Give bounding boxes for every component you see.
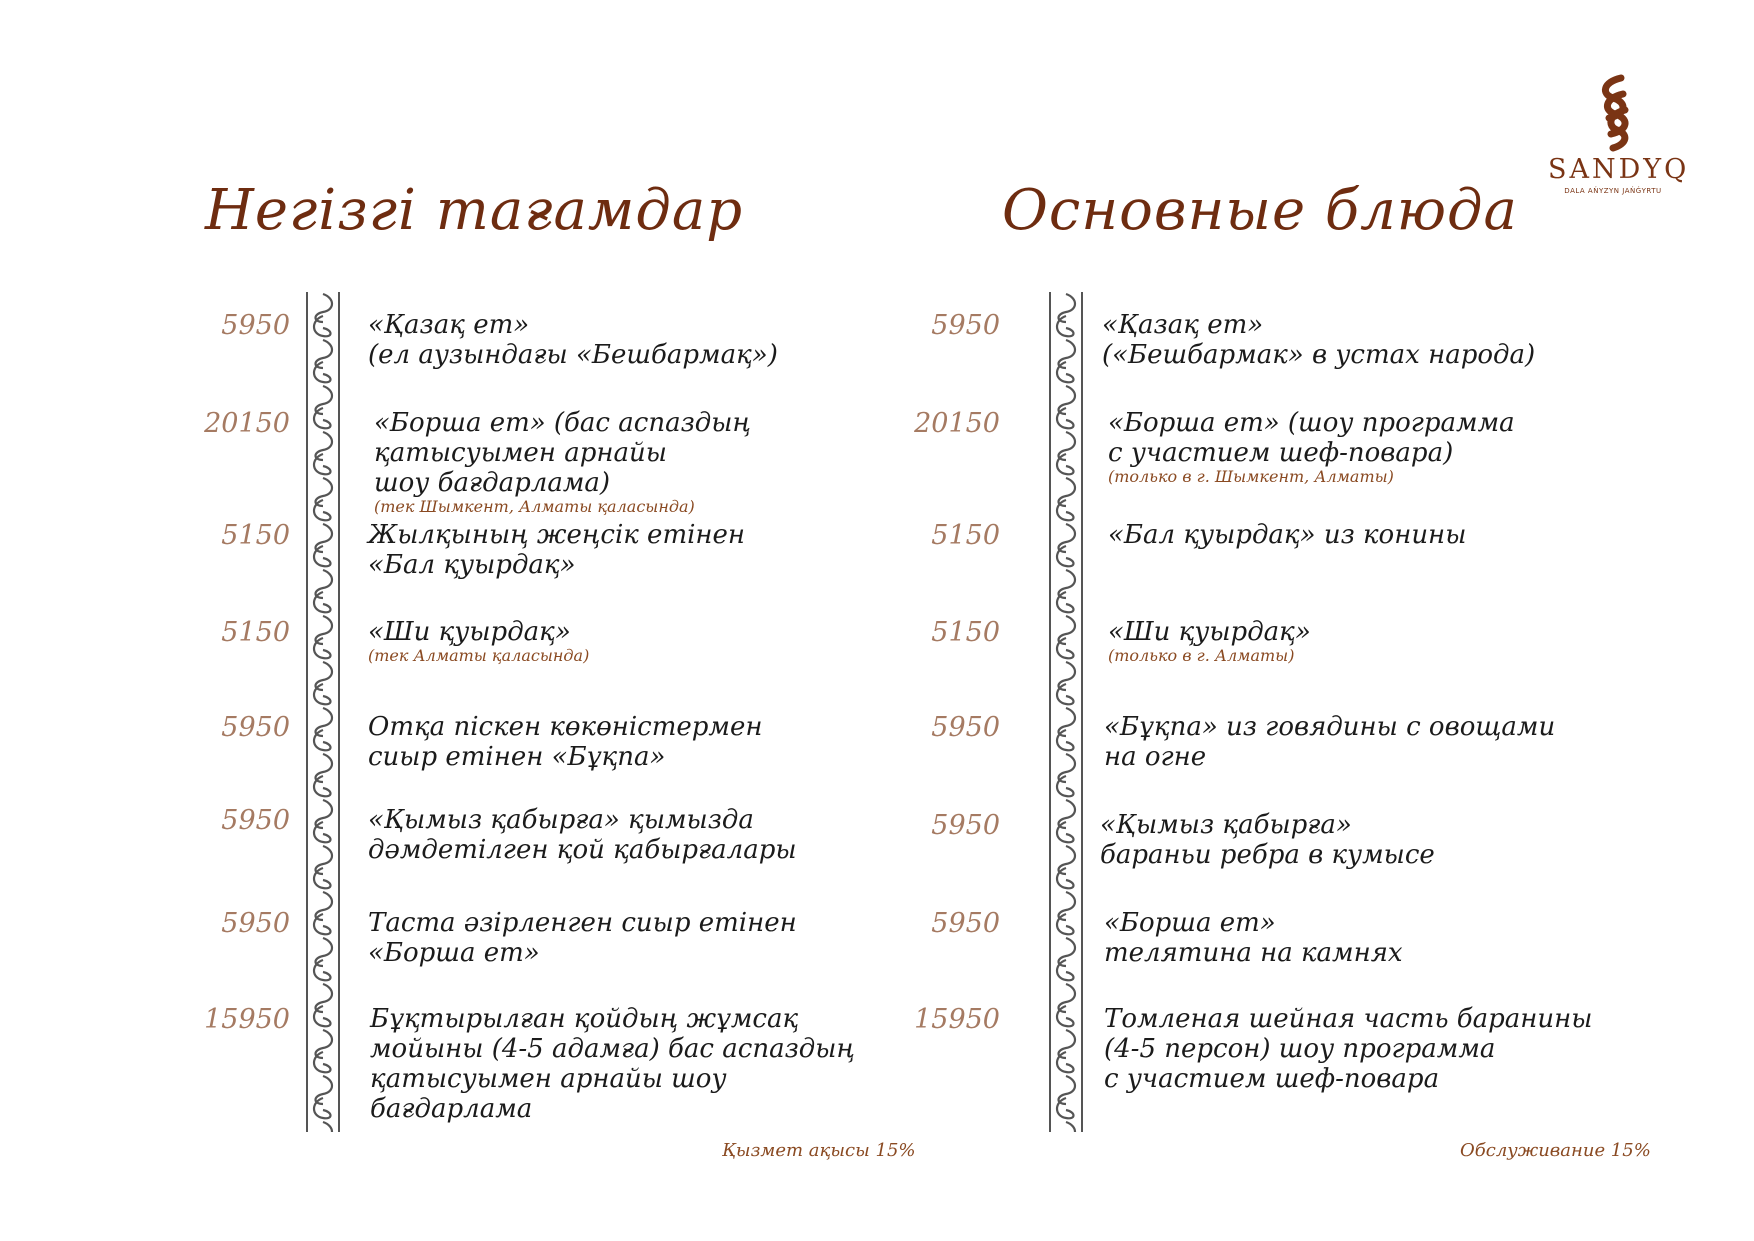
service-charge-russian: Обслуживание 15% <box>1460 1140 1651 1161</box>
item-description <box>1108 617 1754 665</box>
ornament-divider <box>1048 292 1084 1132</box>
item-price: 15950 <box>914 1004 1000 1035</box>
item-name: «Қымыз қабырға» бараньи ребра в кумысе <box>1100 810 1435 870</box>
item-description <box>1104 908 1754 968</box>
item-description <box>1100 810 1754 870</box>
title-kazakh: Негізгі тағамдар <box>205 178 744 243</box>
item-price: 5950 <box>221 805 290 836</box>
item-price: 5950 <box>931 310 1000 341</box>
item-price: 5950 <box>931 908 1000 939</box>
item-name: «Қазақ ет» («Бешбармак» в устах народа) <box>1102 310 1536 370</box>
item-note: (только в г. Шымкент, Алматы) <box>1108 467 1394 486</box>
item-note: (только в г. Алматы) <box>1108 646 1295 665</box>
item-name: Отқа піскен көкөністермен сиыр етінен «Бұқпа» <box>368 712 763 772</box>
item-description <box>1108 520 1754 550</box>
item-price: 5150 <box>931 617 1000 648</box>
sandyq-ornament-icon <box>1583 72 1643 152</box>
item-note: (тек Шымкент, Алматы қаласында) <box>374 497 695 516</box>
item-description <box>1104 1004 1754 1094</box>
item-price: 5950 <box>221 310 290 341</box>
item-price: 5950 <box>931 810 1000 841</box>
brand-tagline: DALA AŃYZYN JAŃǴYRTU <box>1564 187 1662 195</box>
item-price: 5950 <box>221 908 290 939</box>
item-price: 15950 <box>204 1004 290 1035</box>
item-price: 5150 <box>221 520 290 551</box>
item-name: Таста әзірленген сиыр етінен «Борша ет» <box>368 908 797 968</box>
item-name: «Қымыз қабырға» қымызда дәмдетілген қой қабырғалары <box>368 805 797 865</box>
sandyq-logo <box>1548 72 1690 195</box>
item-name: «Борша ет» (бас аспаздың қатысуымен арнайы шоу бағдарлама) <box>374 408 751 498</box>
item-name: «Ши қуырдақ» <box>1108 617 1311 647</box>
title-russian: Основные блюда <box>1002 178 1518 243</box>
item-price: 5150 <box>931 520 1000 551</box>
item-description <box>1108 408 1754 486</box>
item-name: «Борша ет» (шоу программа с участием шеф-повара) <box>1108 408 1515 468</box>
service-charge-kazakh: Қызмет ақысы 15% <box>722 1140 916 1161</box>
item-name: Жылқының жеңсік етінен «Бал қуырдақ» <box>368 520 746 580</box>
item-name: «Борша ет» телятина на камнях <box>1104 908 1403 968</box>
item-price: 20150 <box>204 408 290 439</box>
item-price: 20150 <box>914 408 1000 439</box>
item-price: 5950 <box>221 712 290 743</box>
item-description <box>1102 310 1754 370</box>
item-price: 5150 <box>221 617 290 648</box>
item-name: «Бұқпа» из говядины с овощами на огне <box>1104 712 1556 772</box>
item-note: (тек Алматы қаласында) <box>368 646 590 665</box>
item-name: «Бал қуырдақ» из конины <box>1108 520 1467 550</box>
item-name: Бұқтырылған қойдың жұмсақ мойыны (4-5 адамға) бас аспаздың қатысуымен арнайы шоу бағдарлама <box>370 1004 855 1124</box>
item-price: 5950 <box>931 712 1000 743</box>
item-name: «Қазақ ет» (ел аузындағы «Бешбармақ») <box>368 310 778 370</box>
item-description <box>1104 712 1754 772</box>
ornament-divider <box>305 292 341 1132</box>
item-name: Томленая шейная часть баранины (4-5 персон) шоу программа с участием шеф-повара <box>1104 1004 1593 1094</box>
item-name: «Ши қуырдақ» <box>368 617 571 647</box>
brand-name: SANDYQ <box>1548 154 1690 185</box>
